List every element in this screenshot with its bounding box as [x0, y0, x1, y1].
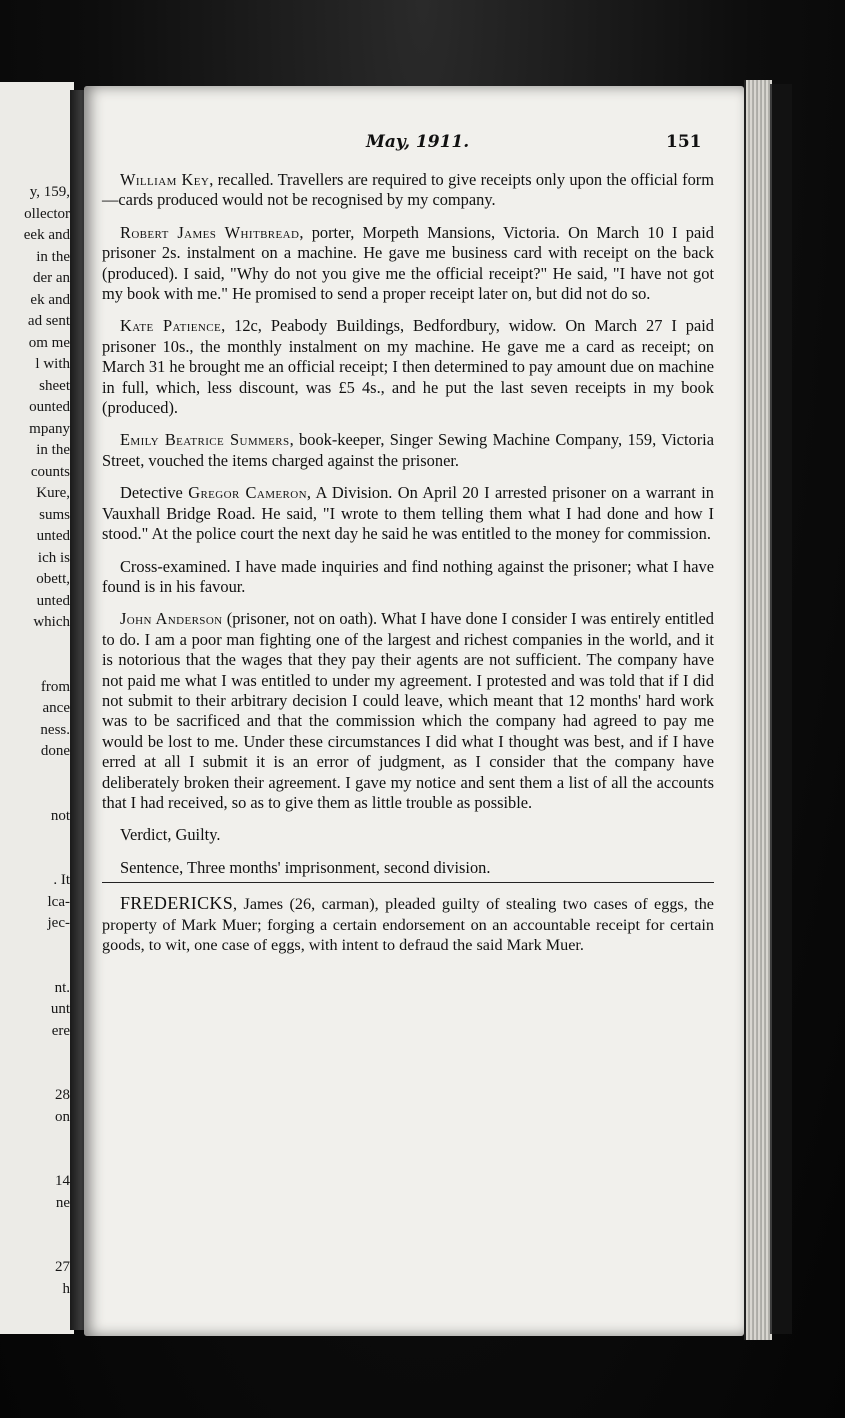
witness-name: Robert James Whitbread [120, 222, 300, 242]
witness-name: William Key [120, 170, 210, 189]
next-case-entry: FREDERICKS, James (26, carman), pleaded guilty of stealing two cases of eggs, the property of Mark Muer; forging a certain endorsement on an accountable receipt for certain goods, to wit, one case of eggs, with intent to defraud the said Mark Muer. [102, 893, 714, 954]
witness-name: Gregor Cameron [188, 483, 307, 503]
right-page [84, 86, 744, 1336]
witness-name: Kate Patience [120, 316, 222, 336]
page-number: 151 [666, 132, 702, 152]
section-divider [102, 882, 714, 883]
verdict-paragraph: Verdict, Guilty. [120, 825, 221, 845]
testimony-paragraph: William Key, recalled. Travellers are required to give receipts only upon the official form—cards produced would not be recognised by my company. [102, 170, 714, 210]
defendant-name: FREDERICKS [120, 893, 234, 914]
prisoner-name: John Anderson [120, 609, 223, 629]
left-page-text-fragments: y, 159, ollector eek and in the der an ek and ad sent om me l with sheet ounted mpany in the counts Kure, sums unted ich is obett, unted which from ance ness. done not . It lca- jec- nt. unt ere 28 on 14 ne 27 h [23, 184, 70, 1297]
page-body [102, 170, 714, 967]
page-edges [744, 80, 772, 1340]
testimony-paragraph: Robert James Whitbread, porter, Morpeth Mansions, Victoria. On March 10 I paid prisoner 2s. instalment on a machine. He gave me business card with receipt on the back (produced). I said, "Why do not you give me the official receipt?" He said, "I have not got my book with me." He promised to send a proper receipt later on, but did not do so. [102, 222, 714, 304]
header-date: May, 1911. [366, 132, 470, 152]
cross-examination-paragraph: Cross-examined. I have made inquiries and find nothing against the prisoner; what I have found is in his favour. [102, 556, 714, 596]
testimony-paragraph: Detective Gregor Cameron, A Division. On April 20 I arrested prisoner on a warrant in Vauxhall Bridge Road. He said, "I wrote to them telling them what I had done and how I stood." At the police court the next day he said he was entitled to the money for commission. [102, 483, 714, 544]
testimony-paragraph: Emily Beatrice Summers, book-keeper, Singer Sewing Machine Company, 159, Victoria Street, vouched the items charged against the prisoner. [102, 430, 714, 470]
left-facing-page [0, 82, 74, 1334]
running-header [84, 132, 744, 156]
sentence-paragraph: Sentence, Three months' imprisonment, second division. [120, 857, 491, 877]
book-binding [770, 84, 792, 1334]
witness-name: Emily Beatrice Summers [120, 430, 290, 450]
prisoner-statement-paragraph: John Anderson (prisoner, not on oath). What I have done I consider I was entirely entitled to do. I am a poor man fighting one of the largest and richest companies in the world, and it is notorious that the wages that they pay their agents are not sufficient. The company have not paid me what I was entitled to under my agreement. I protested and was told that if I did not submit to their arbitrary decision I could leave, which meant that 12 months' hard work was to be sacrificed and that the commission which the company had agreed to pay me would be lost to me. Under these circumstances I did what I thought was best, and if I have erred at all I submit it is an error of judgment, as I consider that the company have deliberately broken their agreement. I gave my notice and sent them a list of all the accounts that I had received, so as to give them as little trouble as possible. [102, 609, 715, 812]
testimony-paragraph: Kate Patience, 12c, Peabody Buildings, Bedfordbury, widow. On March 27 I paid prisoner 10s., the monthly instalment on my machine. He gave me a card as receipt; on March 31 he brought me an official receipt; I then determined to pay amount due on machine in full, which, less discount, was £5 4s., and he put the last seven receipts in my book (produced). [102, 316, 714, 418]
